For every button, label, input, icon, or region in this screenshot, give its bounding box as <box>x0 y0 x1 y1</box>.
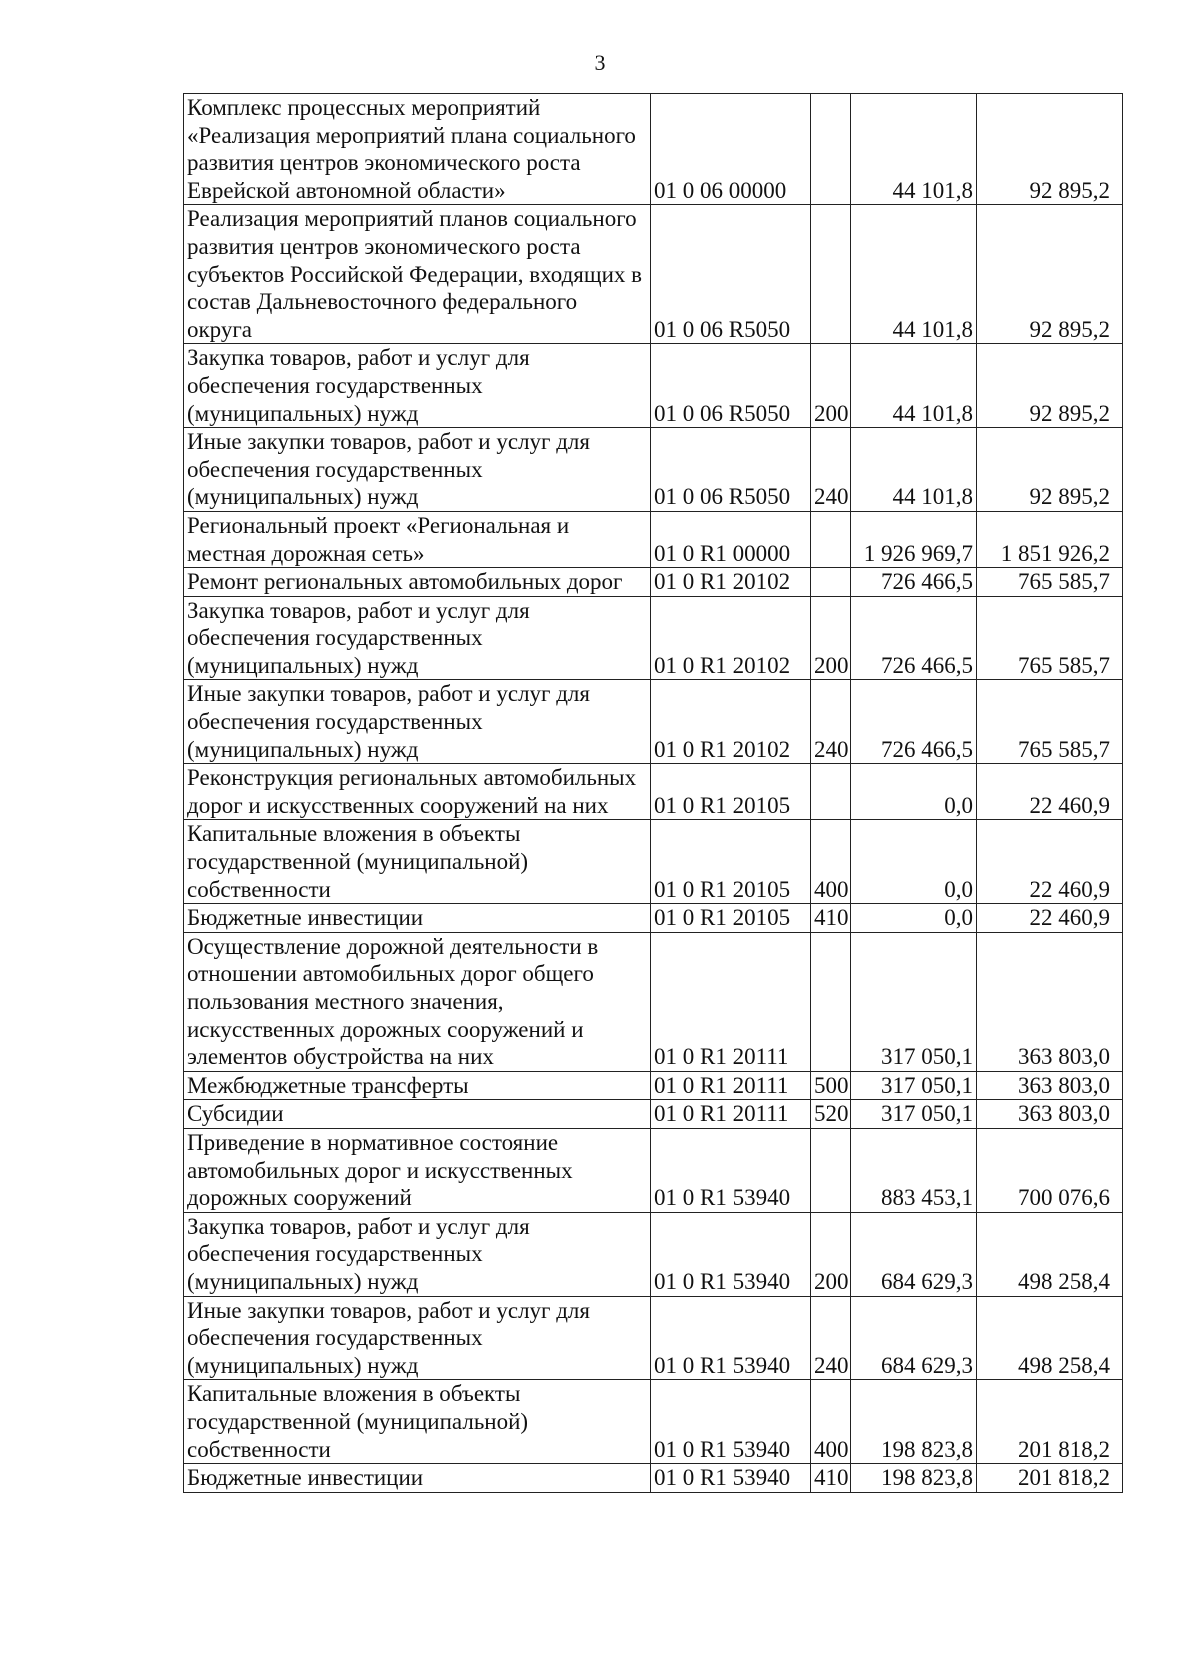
row-name-cell: Капитальные вложения в объекты государственной (муниципальной) собственности <box>184 820 651 904</box>
table-row <box>184 344 1123 428</box>
row-value-1-cell: 317 050,1 <box>851 1100 977 1129</box>
table-row <box>184 764 1123 820</box>
table-row <box>184 904 1123 933</box>
row-value-1-cell: 44 101,8 <box>851 94 977 205</box>
table-row <box>184 820 1123 904</box>
row-value-1-cell: 44 101,8 <box>851 344 977 428</box>
row-code-cell: 01 0 R1 20102 <box>651 596 811 680</box>
table-row <box>184 596 1123 680</box>
row-value-1-cell: 883 453,1 <box>851 1128 977 1212</box>
row-value-2-cell: 22 460,9 <box>977 904 1123 933</box>
row-type-cell: 200 <box>811 596 851 680</box>
row-value-1-cell: 1 926 969,7 <box>851 511 977 567</box>
table-row <box>184 94 1123 205</box>
row-value-2-cell: 201 818,2 <box>977 1380 1123 1464</box>
row-value-1-cell: 726 466,5 <box>851 680 977 764</box>
row-code-cell: 01 0 06 R5050 <box>651 428 811 512</box>
table-row <box>184 1380 1123 1464</box>
row-name-cell: Бюджетные инвестиции <box>184 904 651 933</box>
row-value-1-cell: 44 101,8 <box>851 428 977 512</box>
row-value-1-cell: 0,0 <box>851 764 977 820</box>
row-name-cell: Ремонт региональных автомобильных дорог <box>184 568 651 597</box>
page-number: 3 <box>594 50 606 75</box>
row-type-cell: 520 <box>811 1100 851 1129</box>
row-value-1-cell: 684 629,3 <box>851 1212 977 1296</box>
row-code-cell: 01 0 R1 53940 <box>651 1380 811 1464</box>
row-value-2-cell: 363 803,0 <box>977 1100 1123 1129</box>
row-type-cell <box>811 568 851 597</box>
row-value-2-cell: 1 851 926,2 <box>977 511 1123 567</box>
row-code-cell: 01 0 R1 20102 <box>651 568 811 597</box>
table-row <box>184 568 1123 597</box>
row-value-2-cell: 363 803,0 <box>977 1071 1123 1100</box>
row-value-2-cell: 765 585,7 <box>977 680 1123 764</box>
table-row <box>184 932 1123 1071</box>
row-value-1-cell: 726 466,5 <box>851 596 977 680</box>
budget-table <box>183 93 1123 1493</box>
row-type-cell <box>811 764 851 820</box>
row-value-1-cell: 317 050,1 <box>851 1071 977 1100</box>
row-value-1-cell: 684 629,3 <box>851 1296 977 1380</box>
row-name-cell: Иные закупки товаров, работ и услуг для обеспечения государственных (муниципальных) нужд <box>184 428 651 512</box>
row-code-cell: 01 0 R1 53940 <box>651 1296 811 1380</box>
row-code-cell: 01 0 R1 20111 <box>651 1100 811 1129</box>
row-value-1-cell: 726 466,5 <box>851 568 977 597</box>
row-value-2-cell: 92 895,2 <box>977 428 1123 512</box>
row-value-2-cell: 22 460,9 <box>977 764 1123 820</box>
row-type-cell: 500 <box>811 1071 851 1100</box>
row-value-2-cell: 765 585,7 <box>977 568 1123 597</box>
row-name-cell: Иные закупки товаров, работ и услуг для обеспечения государственных (муниципальных) нужд <box>184 1296 651 1380</box>
row-value-2-cell: 700 076,6 <box>977 1128 1123 1212</box>
row-code-cell: 01 0 R1 20111 <box>651 1071 811 1100</box>
row-code-cell: 01 0 R1 20105 <box>651 904 811 933</box>
table-row <box>184 680 1123 764</box>
row-name-cell: Закупка товаров, работ и услуг для обеспечения государственных (муниципальных) нужд <box>184 596 651 680</box>
row-type-cell: 400 <box>811 1380 851 1464</box>
row-value-1-cell: 317 050,1 <box>851 932 977 1071</box>
row-value-1-cell: 0,0 <box>851 904 977 933</box>
row-name-cell: Реконструкция региональных автомобильных дорог и искусственных сооружений на них <box>184 764 651 820</box>
row-code-cell: 01 0 R1 20111 <box>651 932 811 1071</box>
row-name-cell: Комплекс процессных мероприятий «Реализация мероприятий плана социального развития центров экономического роста Еврейской автономной области» <box>184 94 651 205</box>
row-value-2-cell: 498 258,4 <box>977 1212 1123 1296</box>
row-value-2-cell: 201 818,2 <box>977 1464 1123 1493</box>
table-row <box>184 1212 1123 1296</box>
row-type-cell: 410 <box>811 1464 851 1493</box>
row-name-cell: Региональный проект «Региональная и местная дорожная сеть» <box>184 511 651 567</box>
table-row <box>184 1296 1123 1380</box>
row-type-cell <box>811 94 851 205</box>
row-type-cell: 240 <box>811 428 851 512</box>
row-code-cell: 01 0 R1 20105 <box>651 764 811 820</box>
table-row <box>184 511 1123 567</box>
row-value-2-cell: 92 895,2 <box>977 205 1123 344</box>
row-value-2-cell: 22 460,9 <box>977 820 1123 904</box>
row-value-1-cell: 44 101,8 <box>851 205 977 344</box>
row-value-1-cell: 198 823,8 <box>851 1464 977 1493</box>
row-code-cell: 01 0 R1 00000 <box>651 511 811 567</box>
row-name-cell: Закупка товаров, работ и услуг для обеспечения государственных (муниципальных) нужд <box>184 1212 651 1296</box>
table-row <box>184 1128 1123 1212</box>
row-type-cell: 200 <box>811 344 851 428</box>
row-type-cell: 400 <box>811 820 851 904</box>
row-type-cell <box>811 1128 851 1212</box>
row-type-cell <box>811 932 851 1071</box>
table-row <box>184 205 1123 344</box>
row-type-cell <box>811 205 851 344</box>
row-name-cell: Бюджетные инвестиции <box>184 1464 651 1493</box>
row-value-1-cell: 198 823,8 <box>851 1380 977 1464</box>
row-name-cell: Иные закупки товаров, работ и услуг для обеспечения государственных (муниципальных) нужд <box>184 680 651 764</box>
row-code-cell: 01 0 06 R5050 <box>651 344 811 428</box>
row-code-cell: 01 0 R1 20105 <box>651 820 811 904</box>
row-name-cell: Субсидии <box>184 1100 651 1129</box>
budget-table-body <box>184 94 1123 1493</box>
row-value-2-cell: 363 803,0 <box>977 932 1123 1071</box>
row-code-cell: 01 0 06 R5050 <box>651 205 811 344</box>
row-name-cell: Реализация мероприятий планов социального развития центров экономического роста субъектов Российской Федерации, входящих в состав Дальневосточного федерального округа <box>184 205 651 344</box>
row-name-cell: Капитальные вложения в объекты государственной (муниципальной) собственности <box>184 1380 651 1464</box>
row-code-cell: 01 0 R1 53940 <box>651 1212 811 1296</box>
table-row <box>184 428 1123 512</box>
row-code-cell: 01 0 R1 20102 <box>651 680 811 764</box>
row-name-cell: Межбюджетные трансферты <box>184 1071 651 1100</box>
row-code-cell: 01 0 06 00000 <box>651 94 811 205</box>
row-name-cell: Осуществление дорожной деятельности в отношении автомобильных дорог общего пользования местного значения, искусственных дорожных сооружений и элементов обустройства на них <box>184 932 651 1071</box>
row-type-cell: 200 <box>811 1212 851 1296</box>
row-value-2-cell: 765 585,7 <box>977 596 1123 680</box>
row-type-cell <box>811 511 851 567</box>
row-type-cell: 410 <box>811 904 851 933</box>
row-value-2-cell: 92 895,2 <box>977 94 1123 205</box>
row-type-cell: 240 <box>811 680 851 764</box>
row-value-2-cell: 498 258,4 <box>977 1296 1123 1380</box>
row-code-cell: 01 0 R1 53940 <box>651 1464 811 1493</box>
row-name-cell: Приведение в нормативное состояние автомобильных дорог и искусственных дорожных сооружений <box>184 1128 651 1212</box>
table-row <box>184 1100 1123 1129</box>
row-code-cell: 01 0 R1 53940 <box>651 1128 811 1212</box>
row-name-cell: Закупка товаров, работ и услуг для обеспечения государственных (муниципальных) нужд <box>184 344 651 428</box>
row-value-1-cell: 0,0 <box>851 820 977 904</box>
row-type-cell: 240 <box>811 1296 851 1380</box>
table-row <box>184 1464 1123 1493</box>
table-row <box>184 1071 1123 1100</box>
row-value-2-cell: 92 895,2 <box>977 344 1123 428</box>
